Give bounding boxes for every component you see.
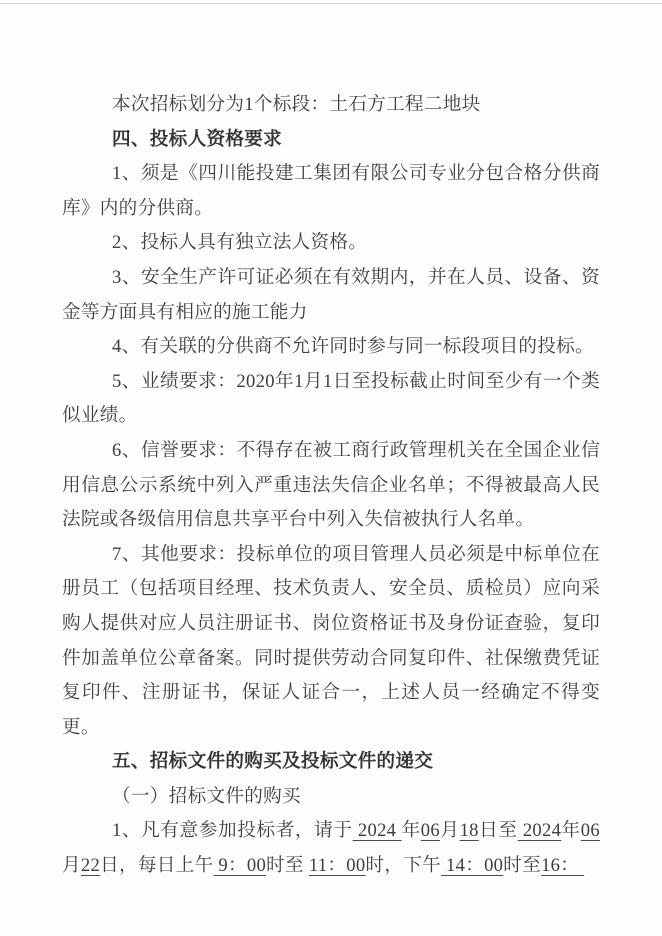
paragraph (62, 434, 600, 538)
text-run: 月 (62, 855, 81, 877)
scan-artifact-line (0, 3, 662, 4)
fill-in-blank-value: 11：00 (308, 855, 366, 877)
text-run: 2、投标人具有独立法人资格。 (112, 232, 368, 254)
text-run: 时至 (503, 855, 542, 877)
fill-in-blank-value: 18 (459, 820, 479, 842)
fill-in-blank-value: 06 (420, 820, 440, 842)
paragraph (62, 330, 600, 365)
section-heading (62, 745, 600, 780)
fill-in-blank-value: 14：00 (441, 855, 504, 877)
paragraph (62, 261, 600, 330)
fill-in-blank-value: 2024 (352, 820, 402, 842)
text-run: 日，每日上午 (100, 855, 214, 877)
paragraph (62, 88, 600, 123)
fill-in-blank-value: 9：00 (213, 855, 267, 877)
text-run: 4、有关联的分供商不允许同时参与同一标段项目的投标。 (112, 336, 594, 358)
text-run: 时，下午 (365, 855, 442, 877)
text-run: 本次招标划分为1个标段：土石方工程二地块 (112, 94, 481, 115)
text-run: 四、投标人资格要求 (112, 128, 283, 150)
text-run: 年 (561, 820, 581, 842)
fill-in-blank-value: 16： (541, 855, 585, 877)
paragraph (62, 157, 600, 226)
paragraph (62, 538, 600, 746)
text-run: 日至 (478, 820, 518, 842)
text-run: 时至 (266, 855, 304, 877)
document-body (62, 88, 600, 884)
text-run: 1、须是《四川能投建工集团有限公司专业分包合格分供商库》内的分供商。 (62, 163, 600, 219)
text-run: 月 (440, 820, 460, 842)
paragraph (62, 226, 600, 261)
fill-in-blank-value: 22 (80, 855, 101, 877)
text-run: （一）招标文件的购买 (112, 785, 301, 807)
text-run: 1、凡有意参加投标者，请于 (112, 820, 353, 842)
paragraph (62, 780, 600, 815)
paragraph (62, 814, 600, 883)
text-run: 五、招标文件的购买及投标文件的递交 (112, 751, 434, 773)
paragraph (62, 365, 600, 434)
text-run: 5、业绩要求：2020年1月1日至投标截止时间至少有一个类似业绩。 (62, 370, 600, 427)
text-run: 6、信誉要求：不得存在被工商行政管理机关在全国企业信用信息公示系统中列入严重违法失信企业名单；不得被最高人民法院或各级信用信息共享平台中列入失信被执行人名单。 (62, 439, 600, 531)
text-run: 7、其他要求：投标单位的项目管理人员必须是中标单位在册员工（包括项目经理、技术负责人、安全员、质检员）应向采购人提供对应人员注册证书、岗位资格证书及身份证查验，复印件加盖单位公章备案。同时提供劳动合同复印件、社保缴费凭证复印件、注册证书，保证人证合一，上述人员一经确定不得变更。 (62, 543, 600, 738)
text-run: 3、安全生产许可证必须在有效期内，并在人员、设备、资金等方面具有相应的施工能力 (62, 266, 600, 323)
section-heading (62, 123, 600, 158)
text-run: 年 (401, 820, 421, 842)
fill-in-blank-value: 2024 (517, 820, 562, 842)
fill-in-blank-value: 06 (580, 820, 600, 842)
